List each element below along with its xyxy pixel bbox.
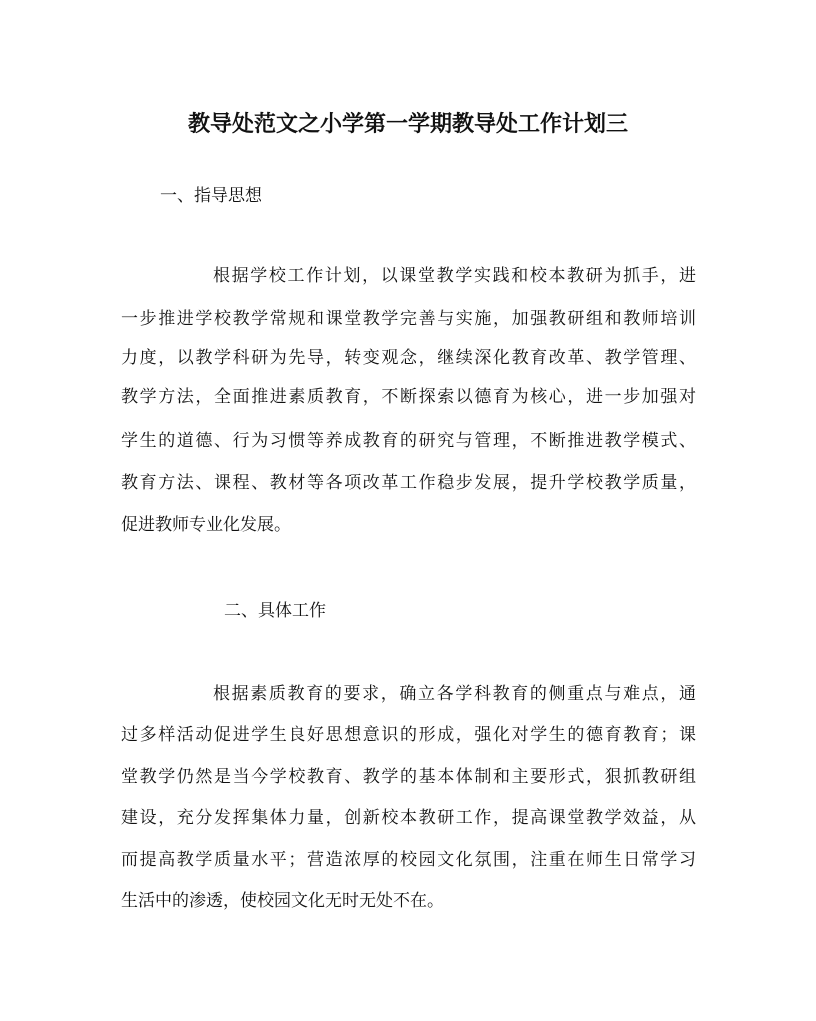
section-heading-guiding-ideas: 一、指导思想 [160, 186, 262, 206]
paragraph-line: 促进教师专业化发展。 [121, 515, 291, 535]
paragraph-line: 建设，充分发挥集体力量，创新校本教研工作，提高课堂教学效益，从 [121, 808, 696, 828]
section-heading-specific-work: 二、具体工作 [224, 601, 326, 621]
paragraph-line: 教学方法，全面推进素质教育，不断探索以德育为核心，进一步加强对 [121, 387, 696, 407]
paragraph-line: 生活中的渗透，使校园文化无时无处不在。 [121, 891, 444, 911]
paragraph-line: 力度，以教学科研为先导，转变观念，继续深化教育改革、教学管理、 [121, 348, 696, 368]
paragraph-line: 过多样活动促进学生良好思想意识的形成，强化对学生的德育教育；课 [121, 725, 696, 745]
paragraph-line: 一步推进学校教学常规和课堂教学完善与实施，加强教研组和教师培训 [121, 309, 696, 329]
paragraph-line: 根据学校工作计划，以课堂教学实践和校本教研为抓手，进 [213, 266, 696, 286]
paragraph-line: 根据素质教育的要求，确立各学科教育的侧重点与难点，通 [213, 684, 696, 704]
paragraph-line: 堂教学仍然是当今学校教育、教学的基本体制和主要形式，狠抓教研组 [121, 767, 696, 787]
paragraph-line: 教育方法、课程、教材等各项改革工作稳步发展，提升学校教学质量， [121, 473, 696, 493]
paragraph-line: 学生的道德、行为习惯等养成教育的研究与管理，不断推进教学模式、 [121, 431, 696, 451]
paragraph-line: 而提高教学质量水平；营造浓厚的校园文化氛围，注重在师生日常学习 [121, 850, 696, 870]
document-title: 教导处范文之小学第一学期教导处工作计划三 [187, 111, 628, 137]
